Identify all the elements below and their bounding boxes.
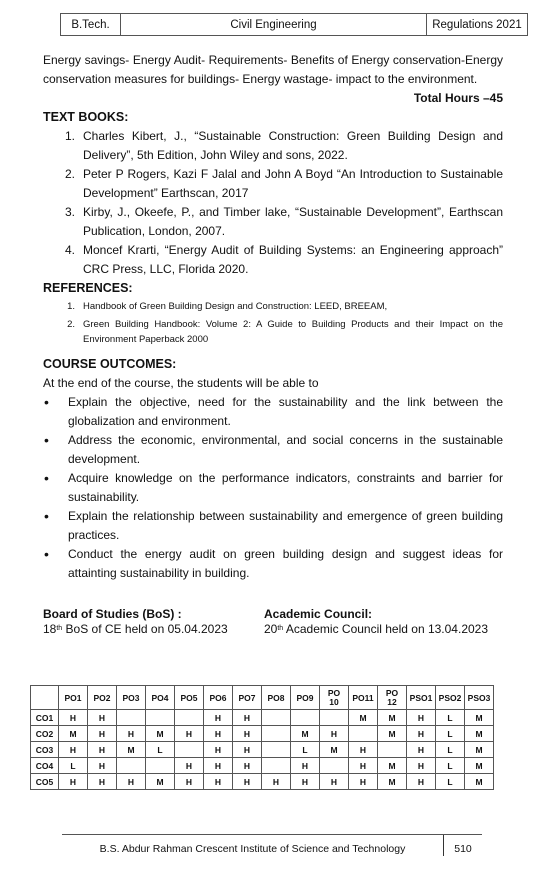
bullet-icon: • [44,432,49,448]
header-regulations: Regulations 2021 [432,18,522,31]
approval-block [43,607,513,637]
list-item: 1. Handbook of Green Building Design and Construction: LEED, BREEAM, [67,301,388,312]
table-cell [320,758,349,774]
row-label: CO1 [31,710,59,726]
table-cell: M [378,726,407,742]
table-cell: H [291,774,320,790]
table-cell: H [117,726,146,742]
table-cell [291,710,320,726]
table-cell: M [465,726,494,742]
table-row [31,774,494,790]
table-cell: H [233,758,262,774]
table-cell [349,726,378,742]
table-cell: H [349,742,378,758]
table-cell: H [204,726,233,742]
table-header-cell: PO2 [88,686,117,710]
table-header-cell: PO6 [204,686,233,710]
table-cell: M [465,758,494,774]
co-po-mapping-table [30,685,494,790]
table-cell: M [291,726,320,742]
table-cell: M [378,758,407,774]
table-cell: H [204,774,233,790]
page-header [60,13,528,36]
table-cell: H [407,774,436,790]
table-header-cell: PSO3 [465,686,494,710]
list-item: 2. Peter P Rogers, Kazi F Jalal and John A Boyd “An Introduction to Sustainable Development” Earthscan, 2017 [64,167,503,200]
table-header-cell [31,686,59,710]
table-cell [117,758,146,774]
table-cell: H [407,726,436,742]
table-header-cell: PO5 [175,686,204,710]
table-cell [378,742,407,758]
table-cell: H [233,710,262,726]
ac-detail: 20th Academic Council held on 13.04.2023 [264,622,489,636]
table-cell: H [175,758,204,774]
table-cell: M [378,774,407,790]
list-item: 4. Moncef Krarti, “Energy Audit of Building Systems: an Engineering approach” CRC Press, LLC, Florida 2020. [64,243,503,276]
table-cell: H [59,710,88,726]
table-cell: H [349,774,378,790]
table-cell: L [436,758,465,774]
table-header-cell: PO4 [146,686,175,710]
textbooks-list [43,127,503,279]
row-label: CO4 [31,758,59,774]
row-label: CO2 [31,726,59,742]
table-cell: H [320,726,349,742]
academic-council [264,607,513,637]
table-cell: H [88,726,117,742]
table-header-cell: PO11 [349,686,378,710]
course-outcomes-heading: COURSE OUTCOMES: [43,357,177,371]
table-header-cell: PSO2 [436,686,465,710]
list-item: 2. Green Building Handbook: Volume 2: A Guide to Building Products and their Impact on the Environment Paperback 2000 [67,319,503,345]
unit-topics: Energy savings- Energy Audit- Requirements- Benefits of Energy conservation-Energy conservation measures for buildings- Energy wastage- impact to the environment. [43,53,503,86]
table-cell: M [320,742,349,758]
table-cell [320,710,349,726]
table-cell: H [233,774,262,790]
main-content [43,51,503,583]
table-cell: L [436,742,465,758]
board-of-studies [43,607,264,637]
list-item: 1. Charles Kibert, J., “Sustainable Construction: Green Building Design and Delivery”, 5th Edition, John Wiley and sons, 2022. [64,129,503,162]
table-cell: M [146,774,175,790]
table-header-cell: PSO1 [407,686,436,710]
table-cell: L [436,710,465,726]
table-cell: L [436,726,465,742]
table-row [31,742,494,758]
table-cell: H [88,774,117,790]
table-cell [175,742,204,758]
table-cell [146,758,175,774]
table-header-cell: PO1 [59,686,88,710]
table-cell: M [465,710,494,726]
table-cell: H [291,758,320,774]
table-cell [146,710,175,726]
ac-title: Academic Council: [264,607,373,621]
table-header-cell: PO9 [291,686,320,710]
table-cell [262,710,291,726]
bullet-icon: • [44,508,49,524]
references-heading: REFERENCES: [43,281,133,295]
table-cell [262,726,291,742]
course-outcomes-list [43,393,503,583]
table-cell [262,758,291,774]
table-cell: M [349,710,378,726]
table-cell: L [436,774,465,790]
table-cell [117,710,146,726]
table-cell: H [204,742,233,758]
table-cell: L [291,742,320,758]
page-footer [62,834,482,856]
table-cell: M [465,742,494,758]
table-cell: H [117,774,146,790]
references-list [43,299,503,347]
table-cell: M [146,726,175,742]
table-cell [262,742,291,758]
table-cell: H [349,758,378,774]
list-item: • Acquire knowledge on the performance indicators, constraints and barrier for sustainability. [43,469,503,507]
table-cell: H [59,742,88,758]
bos-detail: 18th BoS of CE held on 05.04.2023 [43,622,228,636]
page-number: 510 [454,842,472,855]
table-cell: H [88,710,117,726]
textbooks-heading: TEXT BOOKS: [43,110,129,124]
table-cell: H [407,758,436,774]
table-cell: M [378,710,407,726]
table-body [31,710,494,790]
table-cell: M [465,774,494,790]
list-item: • Address the economic, environmental, and social concerns in the sustainable development. [43,431,503,469]
table-row [31,726,494,742]
table-header-cell: PO3 [117,686,146,710]
table-cell: H [88,742,117,758]
row-label: CO5 [31,774,59,790]
table-header-cell: PO 10 [320,686,349,710]
bullet-icon: • [44,470,49,486]
bullet-icon: • [44,546,49,562]
table-cell: M [117,742,146,758]
list-item: 3. Kirby, J., Okeefe, P., and Timber lake, “Sustainable Development”, Earthscan Publication, London, 2007. [64,205,503,238]
table-header-row [31,686,494,710]
bullet-icon: • [44,394,49,410]
table-cell: H [175,726,204,742]
table-row [31,758,494,774]
list-item: • Conduct the energy audit on green building design and suggest ideas for attainting sustainability in building. [43,545,503,583]
table-cell: H [407,710,436,726]
bos-title: Board of Studies (BoS) : [43,607,182,621]
total-hours: Total Hours –45 [413,91,503,105]
table-header-cell: PO7 [233,686,262,710]
table-cell: H [204,758,233,774]
table-cell: L [146,742,175,758]
table-cell: H [233,726,262,742]
table-cell [175,710,204,726]
header-department: Civil Engineering [121,14,427,35]
table-row [31,710,494,726]
table-header-cell: PO 12 [378,686,407,710]
row-label: CO3 [31,742,59,758]
table-cell: H [407,742,436,758]
table-header-cell: PO8 [262,686,291,710]
table-cell: L [59,758,88,774]
table-cell: H [262,774,291,790]
list-item: • Explain the relationship between sustainability and emergence of green building practices. [43,507,503,545]
table-cell: H [59,774,88,790]
table-cell: H [320,774,349,790]
table-cell: H [204,710,233,726]
course-outcomes-lead: At the end of the course, the students will be able to [43,376,319,390]
table-cell: M [59,726,88,742]
table-cell: H [175,774,204,790]
footer-institute: B.S. Abdur Rahman Crescent Institute of Science and Technology [62,835,444,856]
list-item: • Explain the objective, need for the sustainability and the link between the globalization and environment. [43,393,503,431]
header-program: B.Tech. [61,14,121,35]
table-cell: H [88,758,117,774]
table-cell: H [233,742,262,758]
